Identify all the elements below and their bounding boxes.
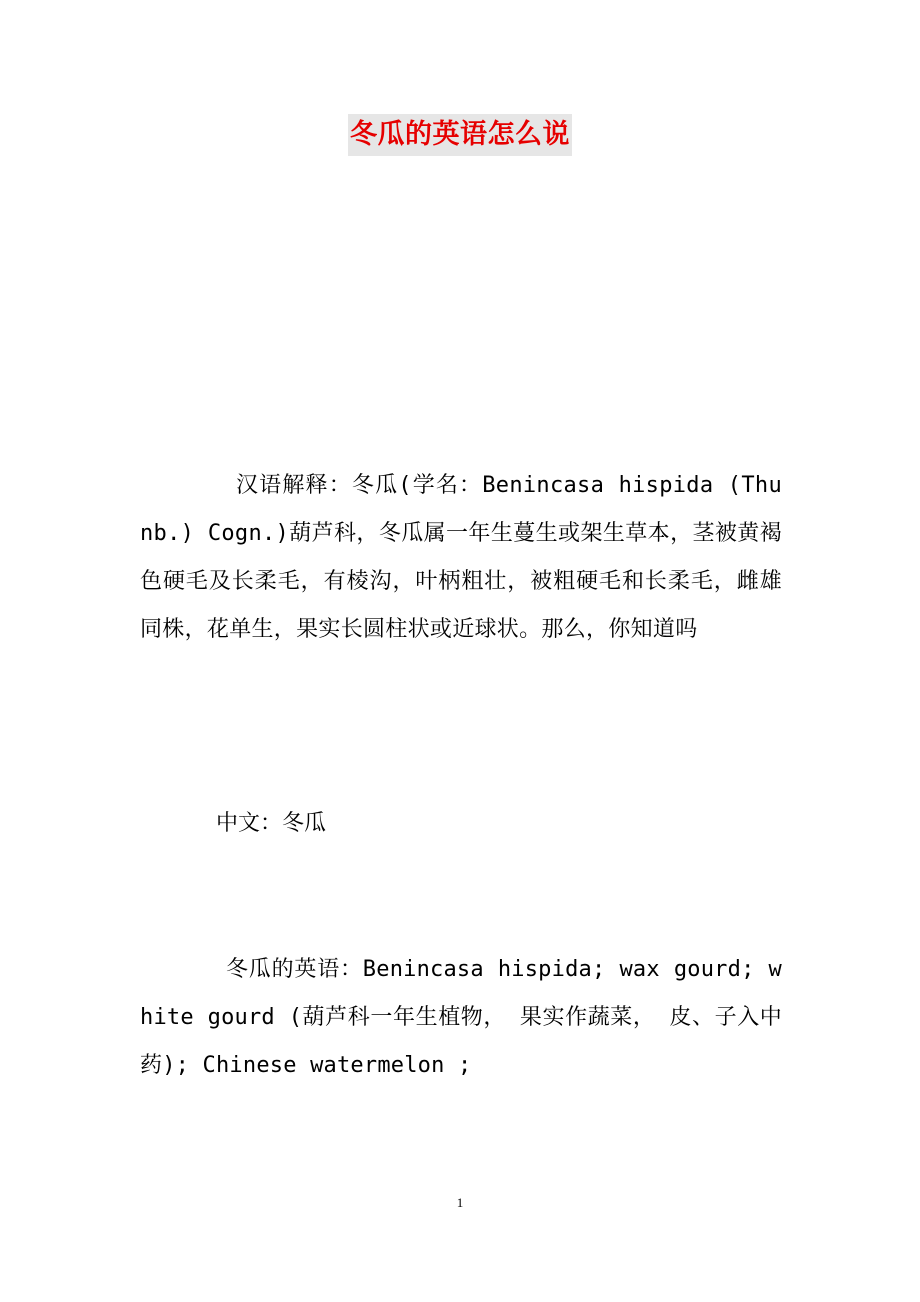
document-title: 冬瓜的英语怎么说 <box>348 114 572 156</box>
page-number: 1 <box>456 1195 464 1210</box>
paragraph-definition: 汉语解释：冬瓜(学名：Benincasa hispida (Thunb.) Cogn.)葫芦科，冬瓜属一年生蔓生或架生草本，茎被黄褐色硬毛及长柔毛，有棱沟，叶柄粗壮，被粗硬毛和长柔毛，雌雄同株，花单生，果实长圆柱状或近球状。那么，你知道吗 <box>140 473 782 642</box>
title-container <box>0 114 920 156</box>
paragraph-chinese-name: 中文：冬瓜 <box>216 811 327 836</box>
paragraph-english-terms: 冬瓜的英语：Benincasa hispida; wax gourd; white gourd (葫芦科一年生植物， 果实作蔬菜， 皮、子入中药); Chinese watermelon ; <box>140 957 782 1078</box>
